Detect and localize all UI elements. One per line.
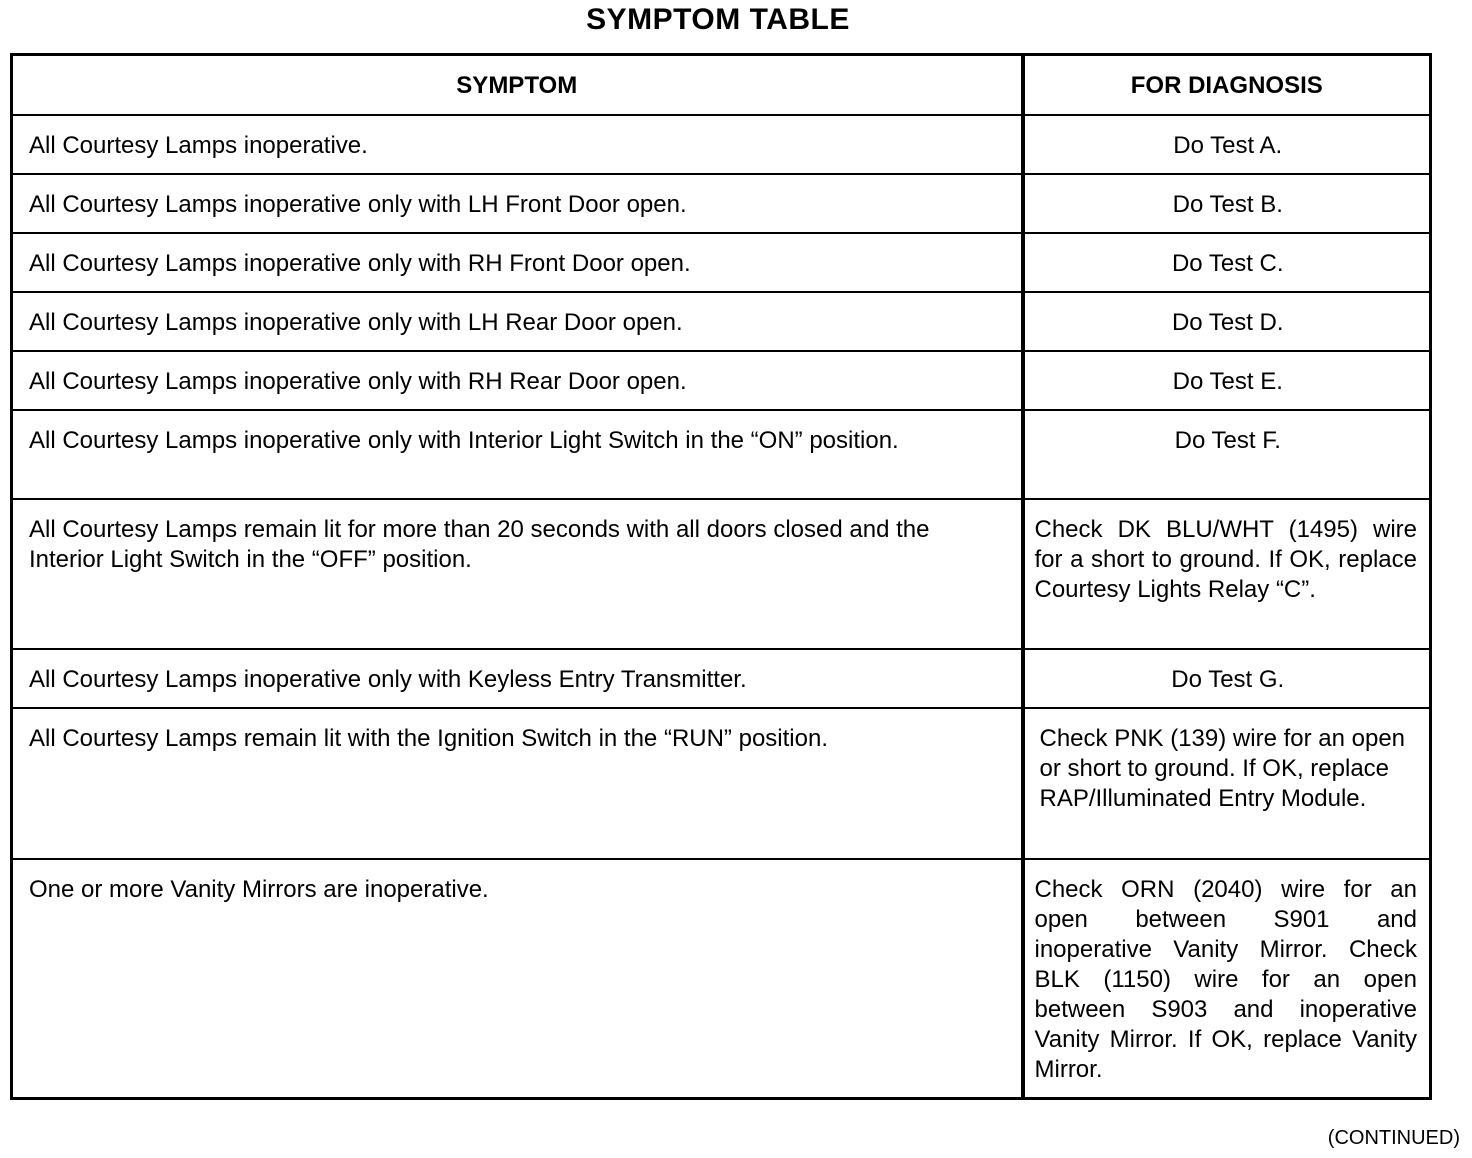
diagnosis-cell: Do Test B.	[1023, 174, 1431, 233]
diagnosis-cell: Check PNK (139) wire for an open or short to ground. If OK, replace RAP/Illuminated Entry Module.	[1023, 708, 1431, 859]
table-row	[12, 859, 1431, 1099]
table-row	[12, 708, 1431, 859]
symptom-cell: All Courtesy Lamps inoperative only with Interior Light Switch in the “ON” position.	[12, 410, 1023, 499]
diagnosis-cell: Do Test E.	[1023, 351, 1431, 410]
table-row	[12, 499, 1431, 649]
symptom-cell: All Courtesy Lamps inoperative only with LH Front Door open.	[12, 174, 1023, 233]
column-header-symptom: SYMPTOM	[12, 55, 1023, 116]
diagnosis-cell: Do Test F.	[1023, 410, 1431, 499]
diagnosis-cell: Do Test C.	[1023, 233, 1431, 292]
table-row	[12, 115, 1431, 174]
diagnosis-cell: Check DK BLU/WHT (1495) wire for a short to ground. If OK, replace Courtesy Lights Relay “C”.	[1023, 499, 1431, 649]
diagnosis-cell: Do Test A.	[1023, 115, 1431, 174]
symptom-cell: All Courtesy Lamps inoperative only with Keyless Entry Transmitter.	[12, 649, 1023, 708]
diagnosis-cell: Check ORN (2040) wire for an open between S901 and inoperative Vanity Mirror. Check BLK (1150) wire for an open between S903 and inoperative Vanity Mirror. If OK, replace Vanity Mirror.	[1023, 859, 1431, 1099]
diagnosis-cell: Do Test D.	[1023, 292, 1431, 351]
symptom-cell: All Courtesy Lamps inoperative only with RH Rear Door open.	[12, 351, 1023, 410]
diagnosis-cell: Do Test G.	[1023, 649, 1431, 708]
table-row	[12, 174, 1431, 233]
symptom-cell: One or more Vanity Mirrors are inoperative.	[12, 859, 1023, 1099]
page-title: SYMPTOM TABLE	[586, 3, 850, 36]
table-row	[12, 649, 1431, 708]
table-row	[12, 410, 1431, 499]
symptom-cell: All Courtesy Lamps inoperative.	[12, 115, 1023, 174]
table-row	[12, 233, 1431, 292]
symptom-cell: All Courtesy Lamps inoperative only with LH Rear Door open.	[12, 292, 1023, 351]
table-row	[12, 292, 1431, 351]
table-header-row	[12, 55, 1431, 116]
continued-note: (CONTINUED)	[1327, 1127, 1460, 1149]
column-header-diagnosis: FOR DIAGNOSIS	[1023, 55, 1431, 116]
table-row	[12, 351, 1431, 410]
symptom-cell: All Courtesy Lamps remain lit with the Ignition Switch in the “RUN” position.	[12, 708, 1023, 859]
symptom-cell: All Courtesy Lamps remain lit for more than 20 seconds with all doors closed and the Interior Light Switch in the “OFF” position.	[12, 499, 1023, 649]
symptom-table	[10, 53, 1432, 1100]
symptom-cell: All Courtesy Lamps inoperative only with RH Front Door open.	[12, 233, 1023, 292]
